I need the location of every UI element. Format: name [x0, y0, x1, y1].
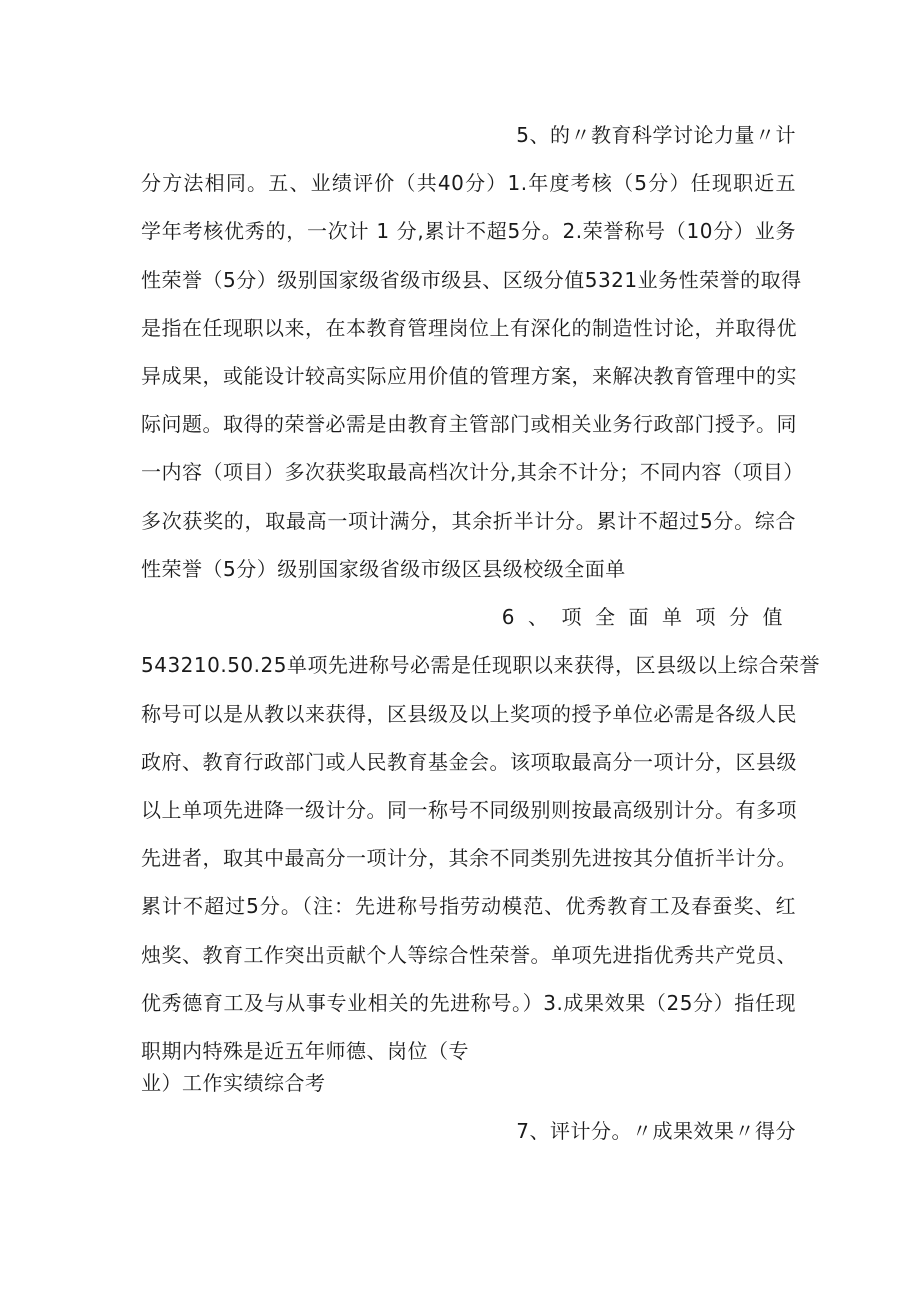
paragraph-line-10: 性荣誉（5分）级别国家级省级市级区县级校级全面单: [141, 557, 626, 581]
paragraph-line-9: 多次获奖的，取最高一项计满分，其余折半计分。累计不超过5分。综合: [141, 509, 796, 533]
paragraph-line-15: 先进者，取其中最高分一项计分，其余不同类别先进按其分值折半计分。: [141, 846, 797, 870]
paragraph-line-20: 业）工作实绩综合考: [141, 1071, 326, 1095]
paragraph-line-16: 累计不超过5分。（注：先进称号指劳动模范、优秀教育工及春蚕奖、红: [141, 894, 796, 918]
paragraph-line-5: 是指在任现职以来，在本教育管理岗位上有深化的制造性讨论，并取得优: [141, 316, 797, 340]
paragraph-line-6: 异成果，或能设计较高实际应用价值的管理方案，来解决教育管理中的实: [141, 364, 797, 388]
paragraph-line-4: 性荣誉（5分）级别国家级省级市级县、区级分值5321业务性荣誉的取得: [141, 268, 802, 292]
paragraph-line-18: 优秀德育工及与从事专业相关的先进称号。）3.成果效果（25分）指任现: [141, 991, 796, 1015]
paragraph-line-2: 分方法相同。五、业绩评价（共40分）1.年度考核（5分）任现职近五: [141, 171, 796, 195]
section-heading-6: 6、项全面单项分值: [501, 605, 796, 629]
paragraph-line-3: 学年考核优秀的，一次计 1 分,累计不超5分。2.荣誉称号（10分）业务: [141, 219, 796, 243]
paragraph-line-11: 543210.50.25单项先进称号必需是任现职以来获得，区县级以上综合荣誉: [141, 653, 820, 677]
paragraph-line-19: 职期内特殊是近五年师德、岗位（专: [141, 1039, 469, 1063]
section-heading-7: 7、评计分。〃成果效果〃得分: [516, 1119, 796, 1143]
paragraph-line-12: 称号可以是从教以来获得，区县级及以上奖项的授予单位必需是各级人民: [141, 702, 797, 726]
paragraph-line-1: 5、的〃教育科学讨论力量〃计: [516, 123, 796, 147]
paragraph-line-8: 一内容（项目）多次获奖取最高档次计分,其余不计分；不同内容（项目）: [141, 460, 804, 484]
paragraph-line-7: 际问题。取得的荣誉必需是由教育主管部门或相关业务行政部门授予。同: [141, 412, 797, 436]
paragraph-line-14: 以上单项先进降一级计分。同一称号不同级别则按最高级别计分。有多项: [141, 798, 797, 822]
paragraph-line-13: 政府、教育行政部门或人民教育基金会。该项取最高分一项计分，区县级: [141, 750, 797, 774]
paragraph-line-17: 烛奖、教育工作突出贡献个人等综合性荣誉。单项先进指优秀共产党员、: [141, 943, 797, 967]
